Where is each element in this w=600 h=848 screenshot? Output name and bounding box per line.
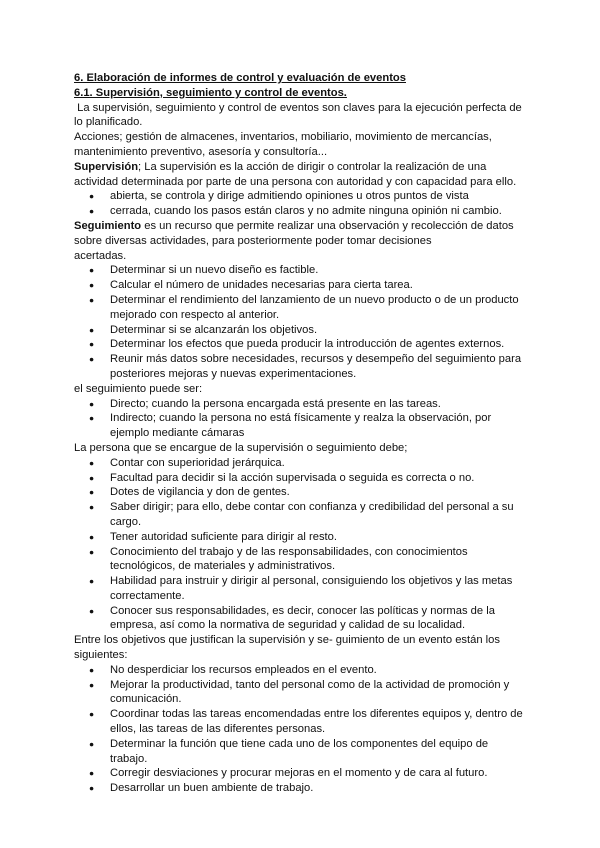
supervision-text: ; La supervisión es la acción de dirigir o controlar la realización de una actividad determinada por parte de una persona con autoridad y con capacidad para ello.	[74, 160, 517, 188]
list-item: ● Determinar el rendimiento del lanzamiento de un nuevo producto o de un producto mejorado con respecto al anterior.	[74, 293, 526, 323]
list-item: ● Determinar si se alcanzarán los objetivos.	[74, 323, 526, 338]
list-item: ● Determinar si un nuevo diseño es factible.	[74, 263, 526, 278]
seguimiento-list	[74, 263, 526, 381]
seguimiento-term: Seguimiento	[74, 219, 142, 232]
persona-list	[74, 456, 526, 634]
list-item: ● Saber dirigir; para ello, debe contar con confianza y credibilidad del personal a su cargo.	[74, 500, 526, 530]
section-title: 6. Elaboración de informes de control y evaluación de eventos	[74, 72, 406, 84]
list-item: ● Coordinar todas las tareas encomendadas entre los diferentes equipos y, dentro de ellos, las tareas de las diferentes personas.	[74, 707, 526, 737]
seguimiento-text: es un recurso que permite realizar una observación y recolección de datos sobre diversas actividades, para posteriormente poder tomar decisiones	[74, 219, 514, 247]
list-item: ● Determinar los efectos que pueda producir la introducción de agentes externos.	[74, 337, 526, 352]
list-item: ● Habilidad para instruir y dirigir al personal, consiguiendo los objetivos y las metas correctamente.	[74, 574, 526, 604]
list-item: ● Conocer sus responsabilidades, es decir, conocer las políticas y normas de la empresa, así como la normativa de seguridad y calidad de su localidad.	[74, 604, 526, 634]
list-item: ● Corregir desviaciones y procurar mejoras en el momento y de cara al futuro.	[74, 766, 526, 781]
list-item: ● Directo; cuando la persona encargada está presente en las tareas.	[74, 397, 526, 412]
seguimiento-paragraph	[74, 219, 526, 249]
supervision-term: Supervisión	[74, 160, 139, 173]
list-item: ● Indirecto; cuando la persona no está físicamente y realza la observación, por ejemplo mediante cámaras	[74, 411, 526, 441]
objetivos-list	[74, 663, 526, 796]
list-item: ● Mejorar la productividad, tanto del personal como de la actividad de promoción y comunicación.	[74, 678, 526, 708]
list-item: ● No desperdiciar los recursos empleados en el evento.	[74, 663, 526, 678]
list-item: ● Desarrollar un buen ambiente de trabajo.	[74, 781, 526, 796]
acciones-paragraph: Acciones; gestión de almacenes, inventarios, mobiliario, movimiento de mercancías, mantenimiento preventivo, asesoría y consultoría...	[74, 131, 492, 158]
supervision-paragraph	[74, 160, 526, 190]
list-item: ● Conocimiento del trabajo y de las responsabilidades, con conocimientos tecnológicos, de materiales y administrativos.	[74, 545, 526, 575]
objetivos-intro: Entre los objetivos que justifican la supervisión y se- guimiento de un evento están los siguientes:	[74, 634, 500, 662]
seguimiento-continuation: acertadas.	[74, 249, 127, 262]
list-item: ● Tener autoridad suficiente para dirigir al resto.	[74, 530, 526, 545]
list-item: ● Contar con superioridad jerárquica.	[74, 456, 526, 471]
persona-intro: La persona que se encargue de la supervisión o seguimiento debe;	[74, 441, 408, 454]
list-item: ● Calcular el número de unidades necesarias para cierta tarea.	[74, 278, 526, 293]
subsection-title: 6.1. Supervisión, seguimiento y control de eventos.	[74, 86, 347, 99]
tipos-list	[74, 397, 526, 441]
list-item: ● Determinar la función que tiene cada uno de los componentes del equipo de trabajo.	[74, 737, 526, 767]
list-item: ● abierta, se controla y dirige admitiendo opiniones u otros puntos de vista	[74, 189, 526, 204]
list-item: ● Facultad para decidir si la acción supervisada o seguida es correcta o no.	[74, 471, 526, 486]
document-body	[74, 71, 526, 796]
list-item: ● cerrada, cuando los pasos están claros y no admite ninguna opinión ni cambio.	[74, 204, 526, 219]
supervision-list	[74, 189, 526, 219]
tipos-intro: el seguimiento puede ser:	[74, 382, 203, 395]
list-item: ● Dotes de vigilancia y don de gentes.	[74, 485, 526, 500]
list-item: ● Reunir más datos sobre necesidades, recursos y desempeño del seguimiento para posteriores mejoras y nuevas experimentaciones.	[74, 352, 526, 382]
intro-paragraph: La supervisión, seguimiento y control de eventos son claves para la ejecución perfecta de lo planificado.	[74, 101, 525, 129]
